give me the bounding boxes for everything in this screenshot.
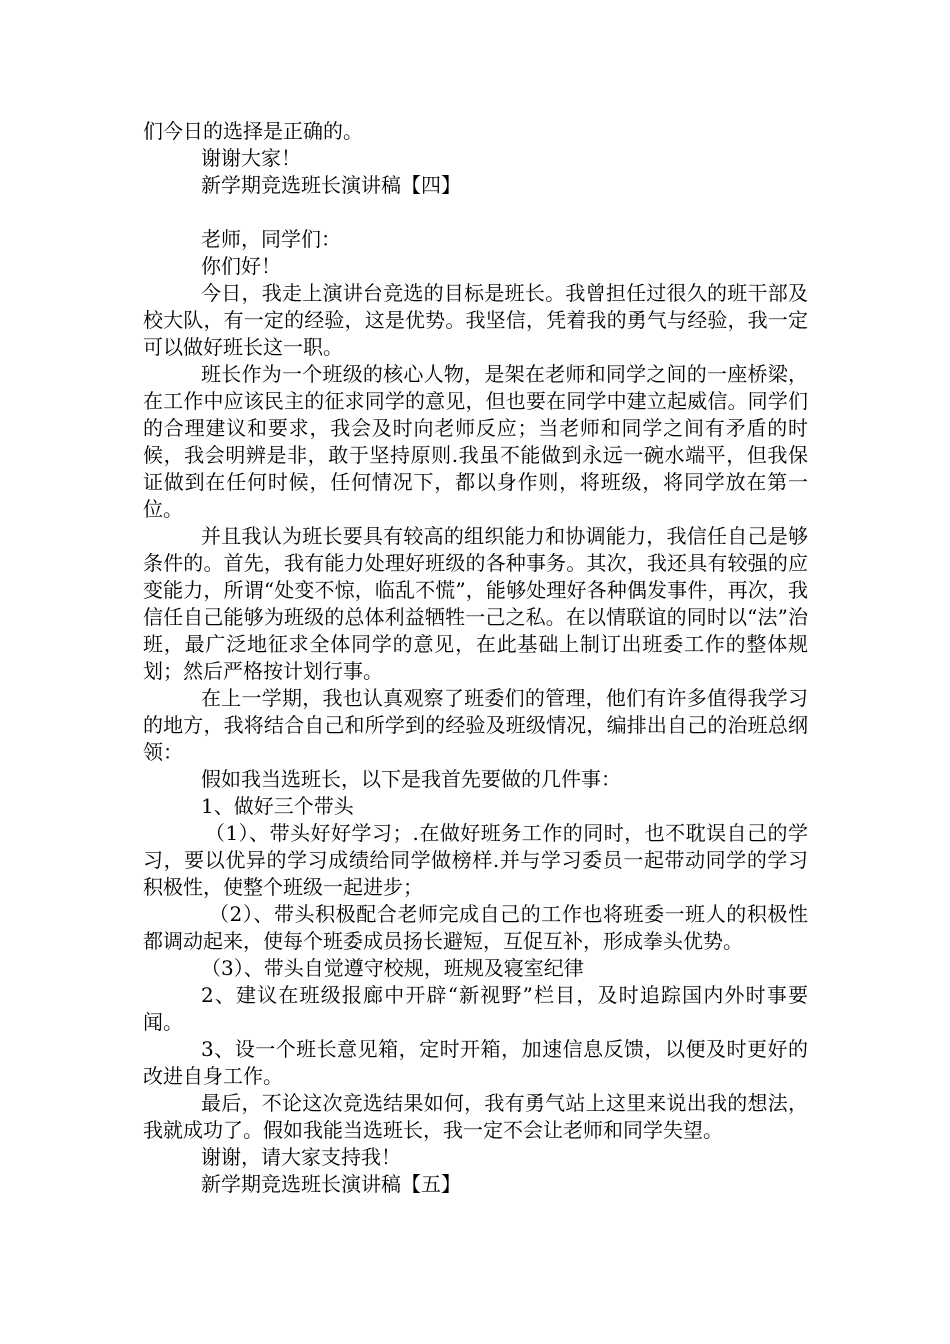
plan-item-2: 2、建议在班级报廊中开辟“新视野”栏目，及时追踪国内外时事要闻。 [143, 983, 808, 1034]
plan-subitem-1: （1）、带头好好学习；.在做好班务工作的同时，也不耽误自己的学习，要以优异的学习成绩给同学做榜样.并与学习委员一起带动同学的学习积极性，使整个班级一起进步； [143, 821, 808, 899]
paragraph-observation: 在上一学期，我也认真观察了班委们的管理，他们有许多值得我学习的地方，我将结合自己和所学到的经验及班级情况，编排出自己的治班总纲领： [143, 686, 808, 764]
plan-subitem-3: （3）、带头自觉遵守校规，班规及寝室纪律 [201, 956, 584, 980]
document-body [143, 118, 808, 1198]
plan-item-1: 1、做好三个带头 [201, 794, 354, 818]
greeting-hello: 你们好！ [201, 254, 281, 278]
paragraph-closing: 谢谢，请大家支持我！ [201, 1145, 401, 1169]
paragraph-continuation: 们今日的选择是正确的。 [143, 119, 363, 143]
blank-line [143, 199, 808, 226]
greeting-salutation: 老师，同学们： [201, 227, 341, 251]
paragraph-role: 班长作为一个班级的核心人物，是架在老师和同学之间的一座桥梁，在工作中应该民主的征求同学的意见，但也要在同学中建立起威信。同学们的合理建议和要求，我会及时向老师反应；当老师和同学之间有矛盾的时候，我会明辨是非，敢于坚持原则.我虽不能做到永远一碗水端平，但我保证做到在任何时候，任何情况下，都以身作则，将班级，将同学放在第一位。 [143, 362, 808, 521]
plan-subitem-2: （2）、带头积极配合老师完成自己的工作也将班委一班人的积极性都调动起来，使每个班委成员扬长避短，互促互补，形成拳头优势。 [143, 902, 808, 953]
paragraph-intro: 今日，我走上演讲台竞选的目标是班长。我曾担任过很久的班干部及校大队，有一定的经验，这是优势。我坚信，凭着我的勇气与经验，我一定可以做好班长这一职。 [143, 281, 808, 359]
paragraph-plan-intro: 假如我当选班长，以下是我首先要做的几件事： [201, 767, 621, 791]
plan-item-3: 3、设一个班长意见箱，定时开箱，加速信息反馈，以便及时更好的改进自身工作。 [143, 1037, 808, 1088]
paragraph-conclusion: 最后，不论这次竞选结果如何，我有勇气站上这里来说出我的想法，我就成功了。假如我能当选班长，我一定不会让老师和同学失望。 [143, 1091, 808, 1142]
section-heading-5: 新学期竞选班长演讲稿【五】 [201, 1172, 461, 1196]
section-heading-4: 新学期竞选班长演讲稿【四】 [201, 173, 461, 197]
paragraph-ability: 并且我认为班长要具有较高的组织能力和协调能力，我信任自己是够条件的。首先，我有能力处理好班级的各种事务。其次，我还具有较强的应变能力，所谓“处变不惊，临乱不慌”，能够处理好各种偶发事件，再次，我信任自己能够为班级的总体利益牺牲一己之私。在以情联谊的同时以“法”治班，最广泛地征求全体同学的意见，在此基础上制订出班委工作的整体规划；然后严格按计划行事。 [143, 524, 808, 683]
paragraph-thanks: 谢谢大家！ [201, 146, 301, 170]
